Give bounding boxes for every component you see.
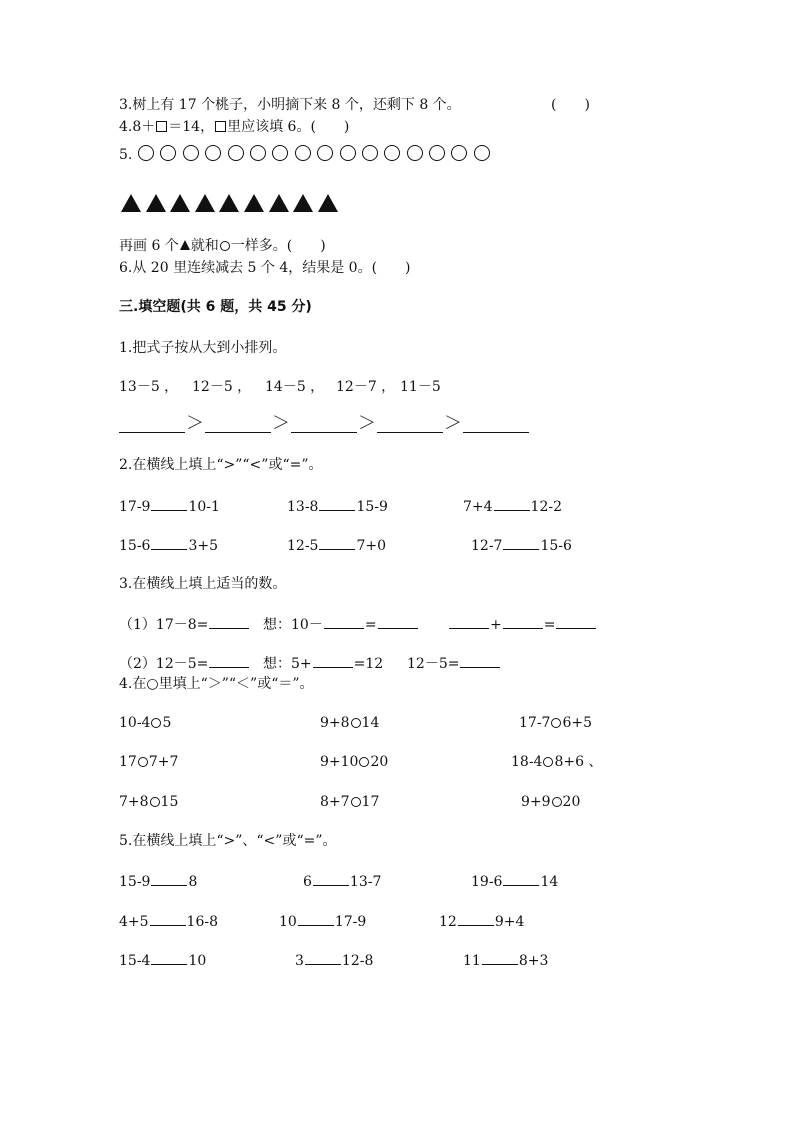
circle-icon (407, 145, 423, 161)
circle-icon (384, 145, 400, 161)
answer-blank[interactable] (119, 414, 185, 433)
answer-circle[interactable] (151, 718, 161, 728)
answer-blank[interactable] (458, 911, 494, 926)
circle-icon (228, 145, 244, 161)
triangle-icon (195, 194, 215, 212)
judge-q6: 6.从 20 里连续减去 5 个 4，结果是 0。( ) (119, 260, 411, 276)
answer-circle[interactable] (138, 757, 148, 767)
answer-blank[interactable] (298, 911, 334, 926)
square-box-icon (156, 121, 167, 132)
square-box-icon (215, 121, 226, 132)
circle-icon (183, 145, 199, 161)
answer-blank[interactable] (151, 950, 187, 965)
answer-circle[interactable] (150, 797, 160, 807)
triangle-icon (269, 194, 289, 212)
circle-icon (317, 145, 333, 161)
triangle-icon (146, 194, 166, 212)
answer-blank[interactable] (319, 496, 355, 511)
fill-q1-prompt: 1.把式子按从大到小排列。 (119, 340, 287, 356)
circle-icon (138, 145, 154, 161)
answer-circle[interactable] (543, 757, 553, 767)
answer-blank[interactable] (503, 614, 543, 629)
circle-icon (295, 145, 311, 161)
fill-q5-prompt: 5.在横线上填上“>”、“<”或“=”。 (119, 833, 337, 849)
judge-q3 (119, 95, 461, 115)
triangle-icon (318, 194, 338, 212)
circle-icon (474, 145, 490, 161)
fill-q2-prompt: 2.在横线上填上“>”“<”或“=”。 (119, 457, 323, 473)
answer-circle[interactable] (351, 797, 361, 807)
answer-circle[interactable] (359, 757, 369, 767)
circle-icon (205, 145, 221, 161)
answer-blank[interactable] (503, 871, 539, 886)
answer-blank[interactable] (460, 653, 500, 668)
answer-blank[interactable] (377, 414, 443, 433)
answer-blank[interactable] (151, 871, 187, 886)
triangle-icon (121, 194, 141, 212)
answer-circle[interactable] (551, 718, 561, 728)
answer-blank[interactable] (463, 414, 529, 433)
answer-blank[interactable] (494, 496, 530, 511)
section-heading: 三.填空题(共 6 题，共 45 分) (119, 299, 312, 315)
answer-blank[interactable] (313, 653, 353, 668)
circle-icon (160, 145, 176, 161)
circle-icon (340, 145, 356, 161)
circle-icon (451, 145, 467, 161)
answer-blank[interactable] (319, 535, 355, 550)
judge-q5-label: 5. (119, 147, 133, 163)
circle-icon (250, 145, 266, 161)
triangle-icon (293, 194, 313, 212)
fill-q1-order-line: ＞ ＞ ＞ ＞ (119, 414, 529, 433)
answer-blank[interactable] (324, 614, 364, 629)
judge-q4: 4.8＋ ＝14， 里应该填 6。( ) (119, 119, 350, 135)
circle-icon (272, 145, 288, 161)
fill-q3-prompt: 3.在横线上填上适当的数。 (119, 576, 287, 592)
judge-q3-text: 3.树上有 17 个桃子，小明摘下来 8 个，还剩下 8 个。 (119, 97, 461, 113)
triangle-icon (170, 194, 190, 212)
fill-q4-prompt: 4.在○里填上“＞”“＜”或“＝”。 (119, 676, 314, 692)
answer-circle[interactable] (351, 718, 361, 728)
answer-blank[interactable] (482, 950, 518, 965)
judge-q3-paren: ( ) (551, 97, 590, 113)
triangle-icon (219, 194, 239, 212)
answer-blank[interactable] (151, 535, 187, 550)
answer-blank[interactable] (378, 614, 418, 629)
answer-blank[interactable] (291, 414, 357, 433)
circle-icon (362, 145, 378, 161)
answer-blank[interactable] (449, 614, 489, 629)
answer-blank[interactable] (151, 496, 187, 511)
answer-blank[interactable] (150, 911, 186, 926)
triangle-icon (244, 194, 264, 212)
judge-q5-text: 再画 6 个 就和 一样多。( ) (119, 238, 326, 254)
triangle-icon (180, 240, 190, 250)
answer-blank[interactable] (205, 414, 271, 433)
answer-blank[interactable] (209, 614, 249, 629)
answer-blank[interactable] (305, 950, 341, 965)
circle-row (138, 145, 496, 161)
answer-blank[interactable] (313, 871, 349, 886)
triangle-row (121, 194, 342, 212)
circle-icon (220, 241, 230, 251)
answer-blank[interactable] (556, 614, 596, 629)
answer-blank[interactable] (503, 535, 539, 550)
circle-icon (429, 145, 445, 161)
answer-blank[interactable] (209, 653, 249, 668)
answer-circle[interactable] (552, 797, 562, 807)
